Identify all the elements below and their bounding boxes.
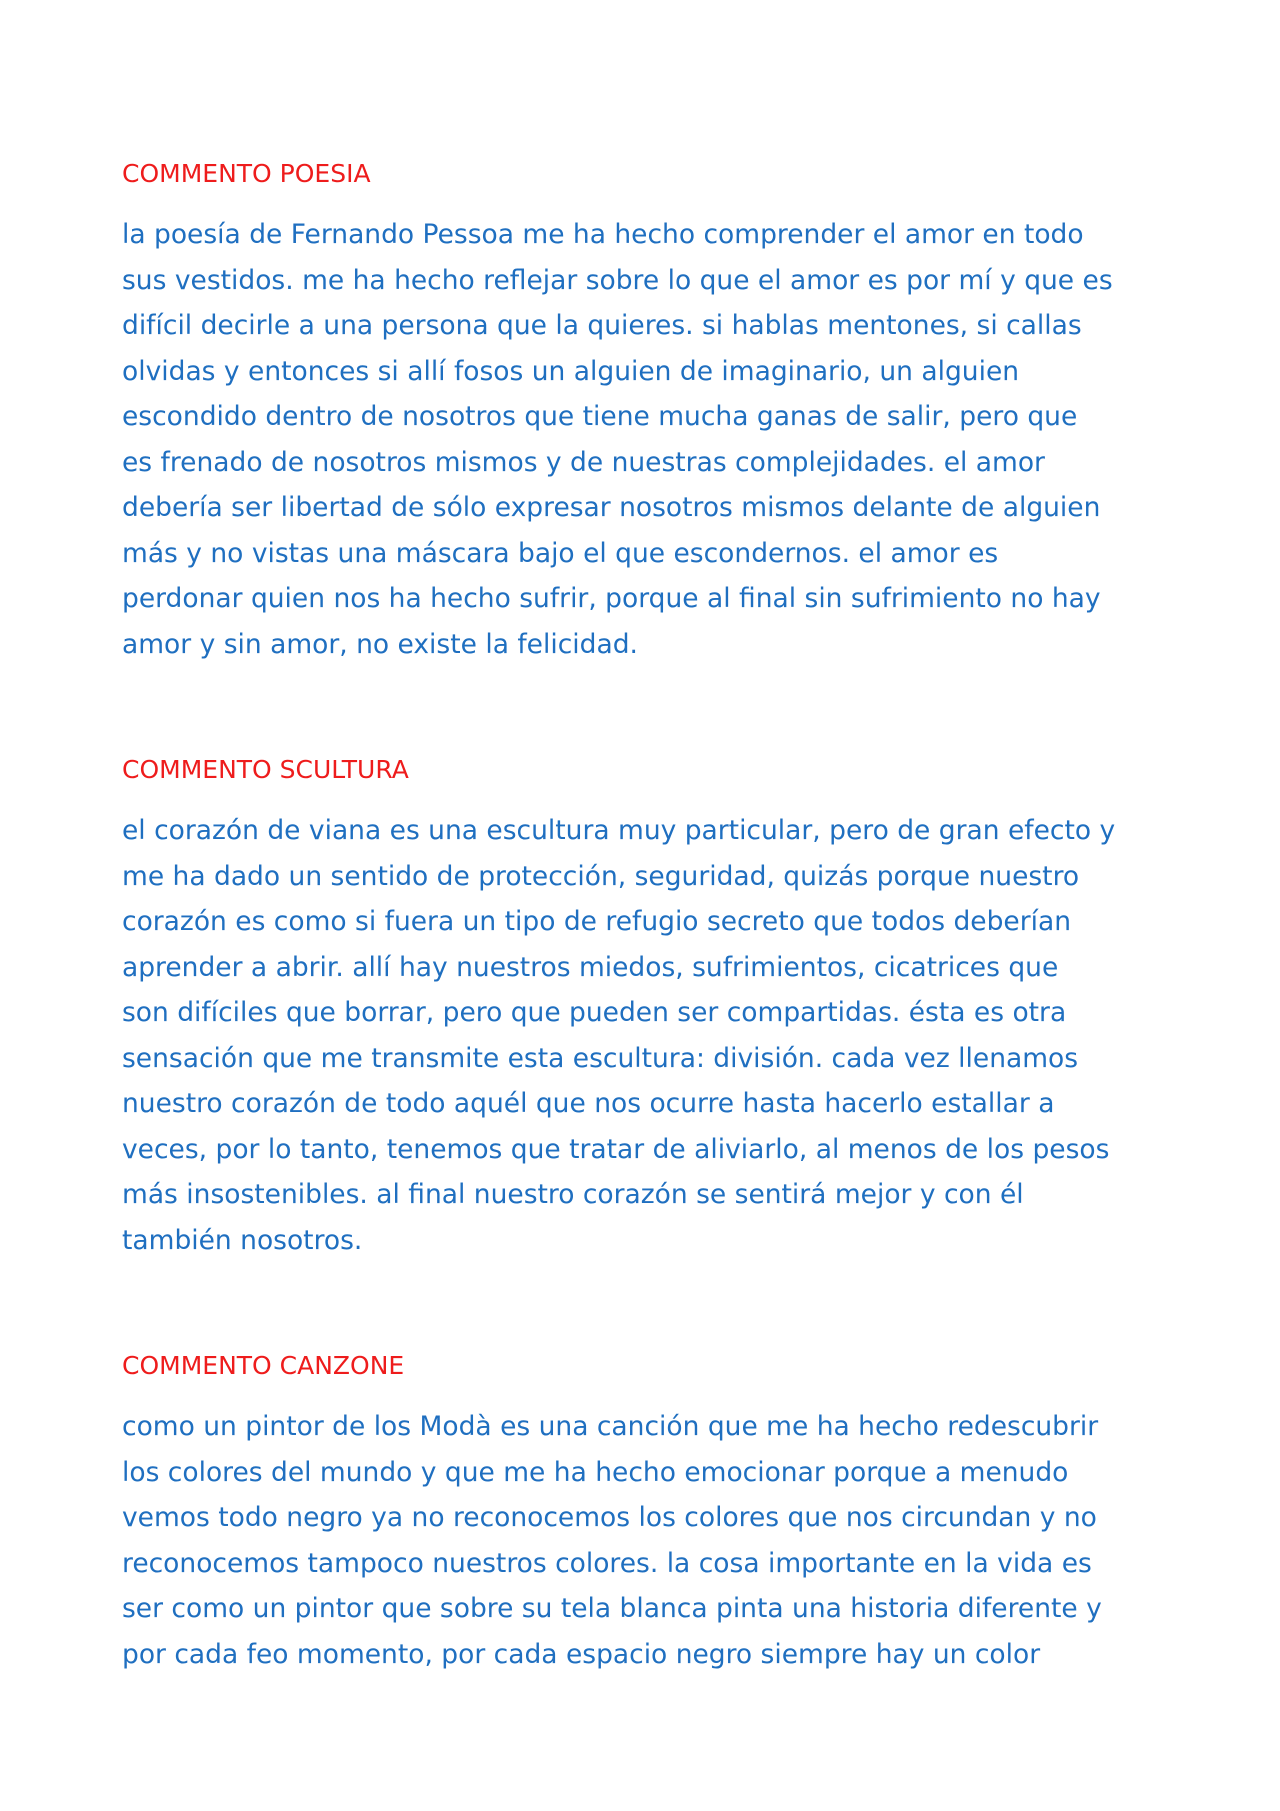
paragraph-line: ser como un pintor que sobre su tela blanca pinta una historia diferente y — [122, 1593, 1102, 1624]
section-poesia — [122, 158, 1172, 667]
paragraph-line: el corazón de viana es una escultura muy particular, pero de gran efecto y — [122, 815, 1116, 846]
paragraph-line: los colores del mundo y que me ha hecho emocionar porque a menudo — [122, 1456, 1069, 1488]
paragraph-line: como un pintor de los Modà es una canción que me ha hecho redescubrir — [122, 1411, 1099, 1442]
paragraph-line: sus vestidos. me ha hecho reflejar sobre lo que el amor es por mí y que es — [122, 264, 1113, 296]
section-heading: COMMENTO CANZONE — [122, 1351, 405, 1380]
section-heading: COMMENTO SCULTURA — [122, 755, 409, 784]
paragraph-line: también nosotros. — [122, 1224, 363, 1256]
paragraph-line: más insostenibles. al final nuestro corazón se sentirá mejor y con él — [122, 1179, 1024, 1210]
section-paragraph — [122, 808, 1172, 1263]
paragraph-line: vemos todo negro ya no reconocemos los colores que nos circundan y no — [122, 1502, 1097, 1533]
paragraph-line: nuestro corazón de todo aquél que nos ocurre hasta hacerlo estallar a — [122, 1088, 1055, 1119]
paragraph-line: más y no vistas una máscara bajo el que escondernos. el amor es — [122, 537, 999, 569]
section-heading: COMMENTO POESIA — [122, 159, 371, 188]
section-paragraph — [122, 212, 1172, 667]
paragraph-line: corazón es como si fuera un tipo de refugio secreto que todos deberían — [122, 906, 1072, 937]
paragraph-line: la poesía de Fernando Pessoa me ha hecho comprender el amor en todo — [122, 219, 1084, 250]
paragraph-line: escondido dentro de nosotros que tiene mucha ganas de salir, pero que — [122, 401, 1078, 432]
paragraph-line: reconocemos tampoco nuestros colores. la cosa importante en la vida es — [122, 1547, 1092, 1579]
paragraph-line: aprender a abrir. allí hay nuestros miedos, sufrimientos, cicatrices que — [122, 951, 1059, 983]
paragraph-line: olvidas y entonces si allí fosos un alguien de imaginario, un alguien — [122, 355, 1020, 387]
paragraph-line: perdonar quien nos ha hecho sufrir, porque al final sin sufrimiento no hay — [122, 583, 1101, 614]
paragraph-line: me ha dado un sentido de protección, seguridad, quizás porque nuestro — [122, 860, 1080, 892]
section-canzone — [122, 1350, 1172, 1677]
paragraph-line: veces, por lo tanto, tenemos que tratar de aliviarlo, al menos de los pesos — [122, 1133, 1110, 1165]
paragraph-line: amor y sin amor, no existe la felicidad. — [122, 628, 638, 660]
paragraph-line: es frenado de nosotros mismos y de nuestras complejidades. el amor — [122, 446, 1045, 478]
section-scultura — [122, 754, 1172, 1263]
document-body — [122, 158, 1172, 1677]
paragraph-line: debería ser libertad de sólo expresar nosotros mismos delante de alguien — [122, 492, 1101, 523]
paragraph-line: difícil decirle a una persona que la quieres. si hablas mentones, si callas — [122, 310, 1082, 341]
section-paragraph — [122, 1404, 1172, 1677]
paragraph-line: por cada feo momento, por cada espacio negro siempre hay un color — [122, 1638, 1041, 1670]
paragraph-line: sensación que me transmite esta escultura: división. cada vez llenamos — [122, 1042, 1079, 1074]
paragraph-line: son difíciles que borrar, pero que pueden ser compartidas. ésta es otra — [122, 997, 1067, 1028]
